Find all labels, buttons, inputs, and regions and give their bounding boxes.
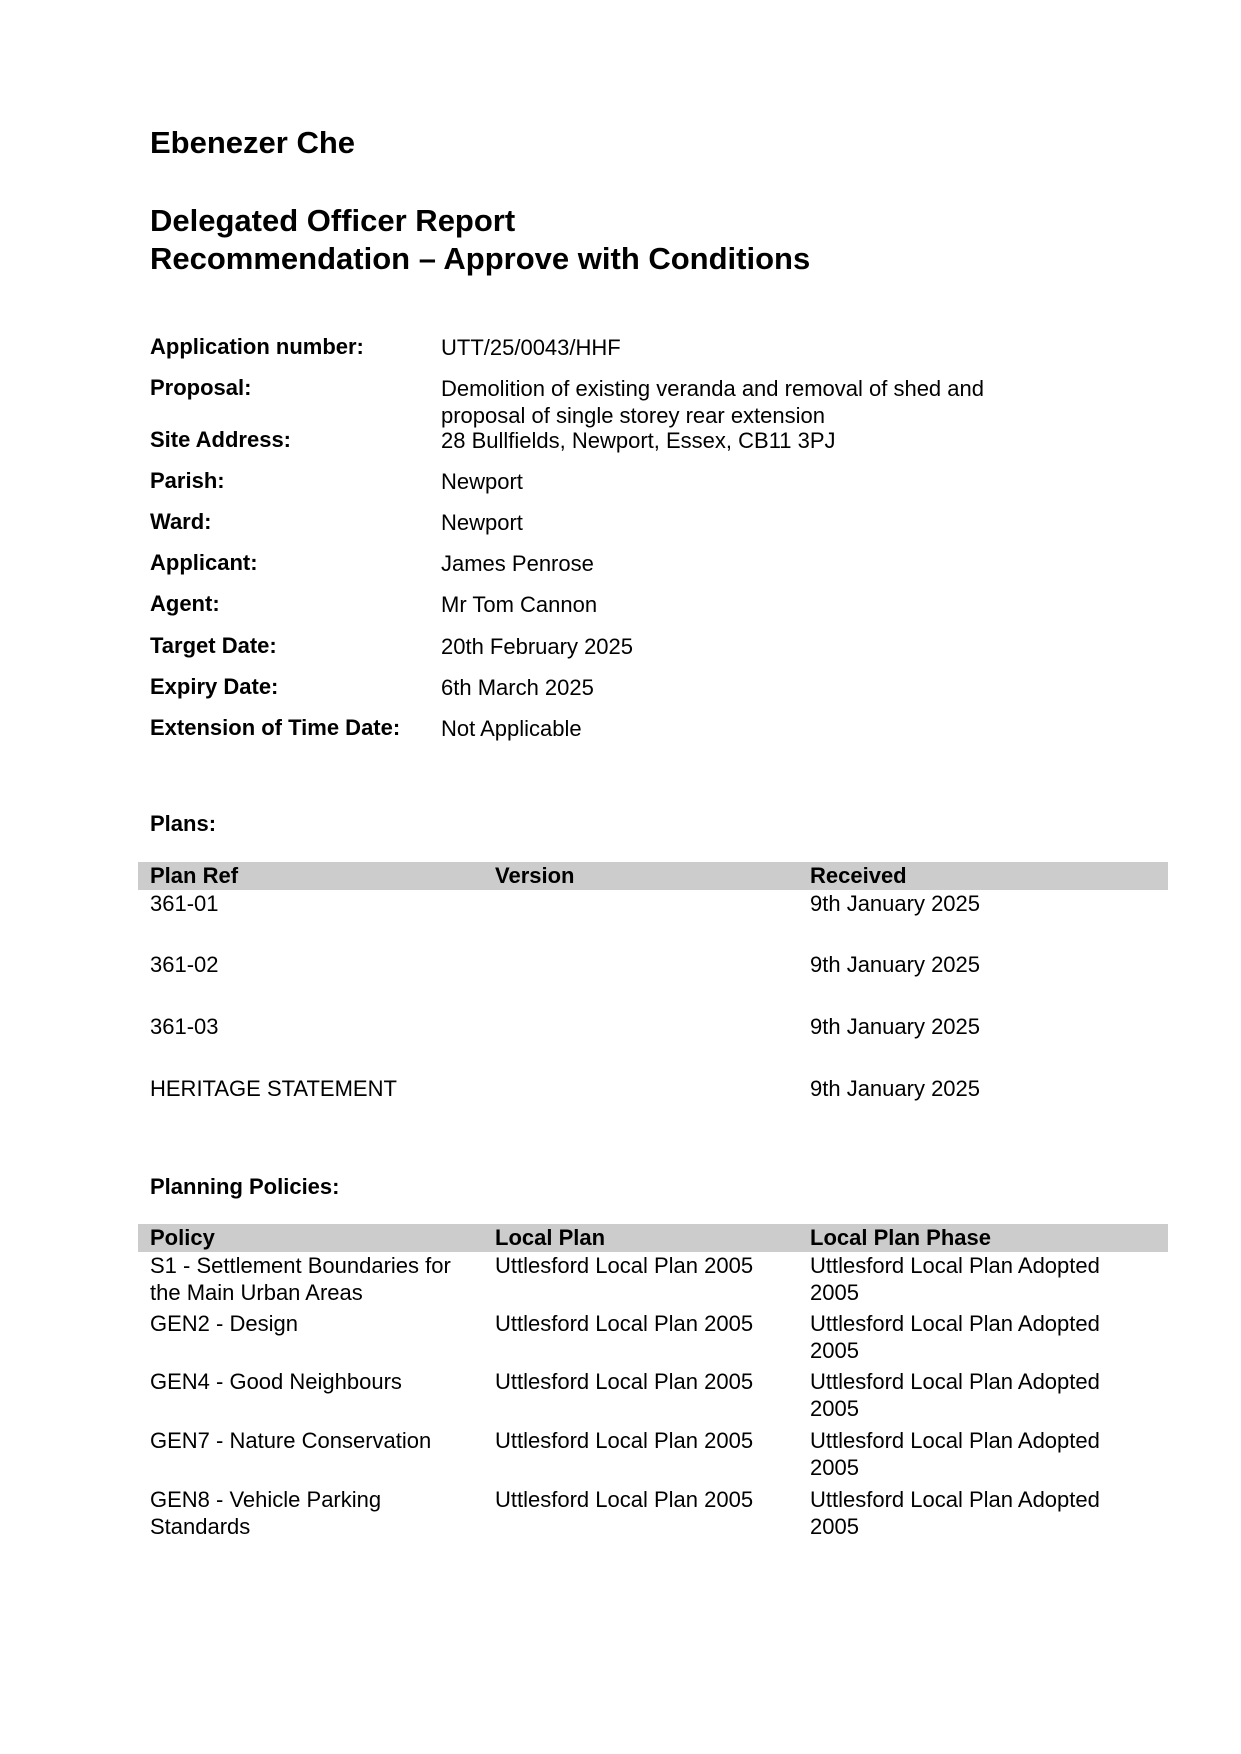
report-title	[150, 202, 810, 278]
plan-ref-cell: 361-02	[150, 952, 219, 977]
received-cell: 9th January 2025	[810, 891, 981, 916]
local-plan-cell: Uttlesford Local Plan 2005	[495, 1428, 754, 1453]
policy-cell: GEN2 - Design	[150, 1311, 298, 1336]
local-plan-cell: Uttlesford Local Plan 2005	[495, 1487, 754, 1512]
policy-cell: GEN4 - Good Neighbours	[150, 1369, 402, 1394]
detail-value: 28 Bullfields, Newport, Essex, CB11 3PJ	[441, 428, 836, 453]
plan-ref-cell: 361-01	[150, 891, 219, 916]
detail-value: Newport	[441, 510, 523, 535]
officer-name: Ebenezer Che	[150, 125, 356, 160]
detail-label: Target Date:	[150, 633, 277, 658]
local-plan-cell: Uttlesford Local Plan 2005	[495, 1369, 754, 1394]
detail-label: Expiry Date:	[150, 674, 279, 699]
plans-table-header	[138, 862, 1168, 890]
policy-cell: S1 - Settlement Boundaries for the Main Urban Areas	[150, 1253, 451, 1305]
column-header-local-plan-phase: Local Plan Phase	[810, 1225, 991, 1250]
detail-label: Parish:	[150, 468, 225, 493]
local-plan-cell: Uttlesford Local Plan 2005	[495, 1253, 754, 1278]
policies-table-header	[138, 1224, 1168, 1252]
report-title-line-1: Delegated Officer Report	[150, 203, 516, 238]
local-plan-phase-cell: Uttlesford Local Plan Adopted 2005	[810, 1369, 1100, 1421]
detail-value: 6th March 2025	[441, 675, 594, 700]
detail-value: Not Applicable	[441, 716, 582, 741]
policy-cell: GEN8 - Vehicle Parking Standards	[150, 1487, 382, 1539]
column-header-version: Version	[495, 863, 575, 888]
detail-label: Proposal:	[150, 375, 252, 400]
received-cell: 9th January 2025	[810, 1076, 981, 1101]
local-plan-phase-cell: Uttlesford Local Plan Adopted 2005	[810, 1428, 1100, 1480]
detail-value: Demolition of existing veranda and removal of shed and proposal of single storey rear extension	[441, 376, 984, 428]
planning-policies-heading: Planning Policies:	[150, 1174, 340, 1199]
detail-value: Mr Tom Cannon	[441, 592, 598, 617]
detail-value: James Penrose	[441, 551, 594, 576]
detail-value: 20th February 2025	[441, 634, 634, 659]
policy-cell: GEN7 - Nature Conservation	[150, 1428, 432, 1453]
plan-ref-cell: 361-03	[150, 1014, 219, 1039]
local-plan-cell: Uttlesford Local Plan 2005	[495, 1311, 754, 1336]
detail-label: Agent:	[150, 591, 220, 616]
local-plan-phase-cell: Uttlesford Local Plan Adopted 2005	[810, 1311, 1100, 1363]
received-cell: 9th January 2025	[810, 1014, 981, 1039]
local-plan-phase-cell: Uttlesford Local Plan Adopted 2005	[810, 1253, 1100, 1305]
detail-label: Ward:	[150, 509, 212, 534]
plan-ref-cell: HERITAGE STATEMENT	[150, 1076, 397, 1101]
detail-label: Applicant:	[150, 550, 258, 575]
detail-label: Site Address:	[150, 427, 292, 452]
plans-heading: Plans:	[150, 811, 217, 836]
detail-value: Newport	[441, 469, 523, 494]
detail-label: Extension of Time Date:	[150, 715, 401, 740]
column-header-local-plan: Local Plan	[495, 1225, 606, 1250]
local-plan-phase-cell: Uttlesford Local Plan Adopted 2005	[810, 1487, 1100, 1539]
detail-label: Application number:	[150, 334, 364, 359]
detail-value: UTT/25/0043/HHF	[441, 335, 621, 360]
report-title-line-2: Recommendation – Approve with Conditions	[150, 241, 811, 276]
column-header-policy: Policy	[150, 1225, 215, 1250]
column-header-received: Received	[810, 863, 907, 888]
received-cell: 9th January 2025	[810, 952, 981, 977]
column-header-plan-ref: Plan Ref	[150, 863, 239, 888]
